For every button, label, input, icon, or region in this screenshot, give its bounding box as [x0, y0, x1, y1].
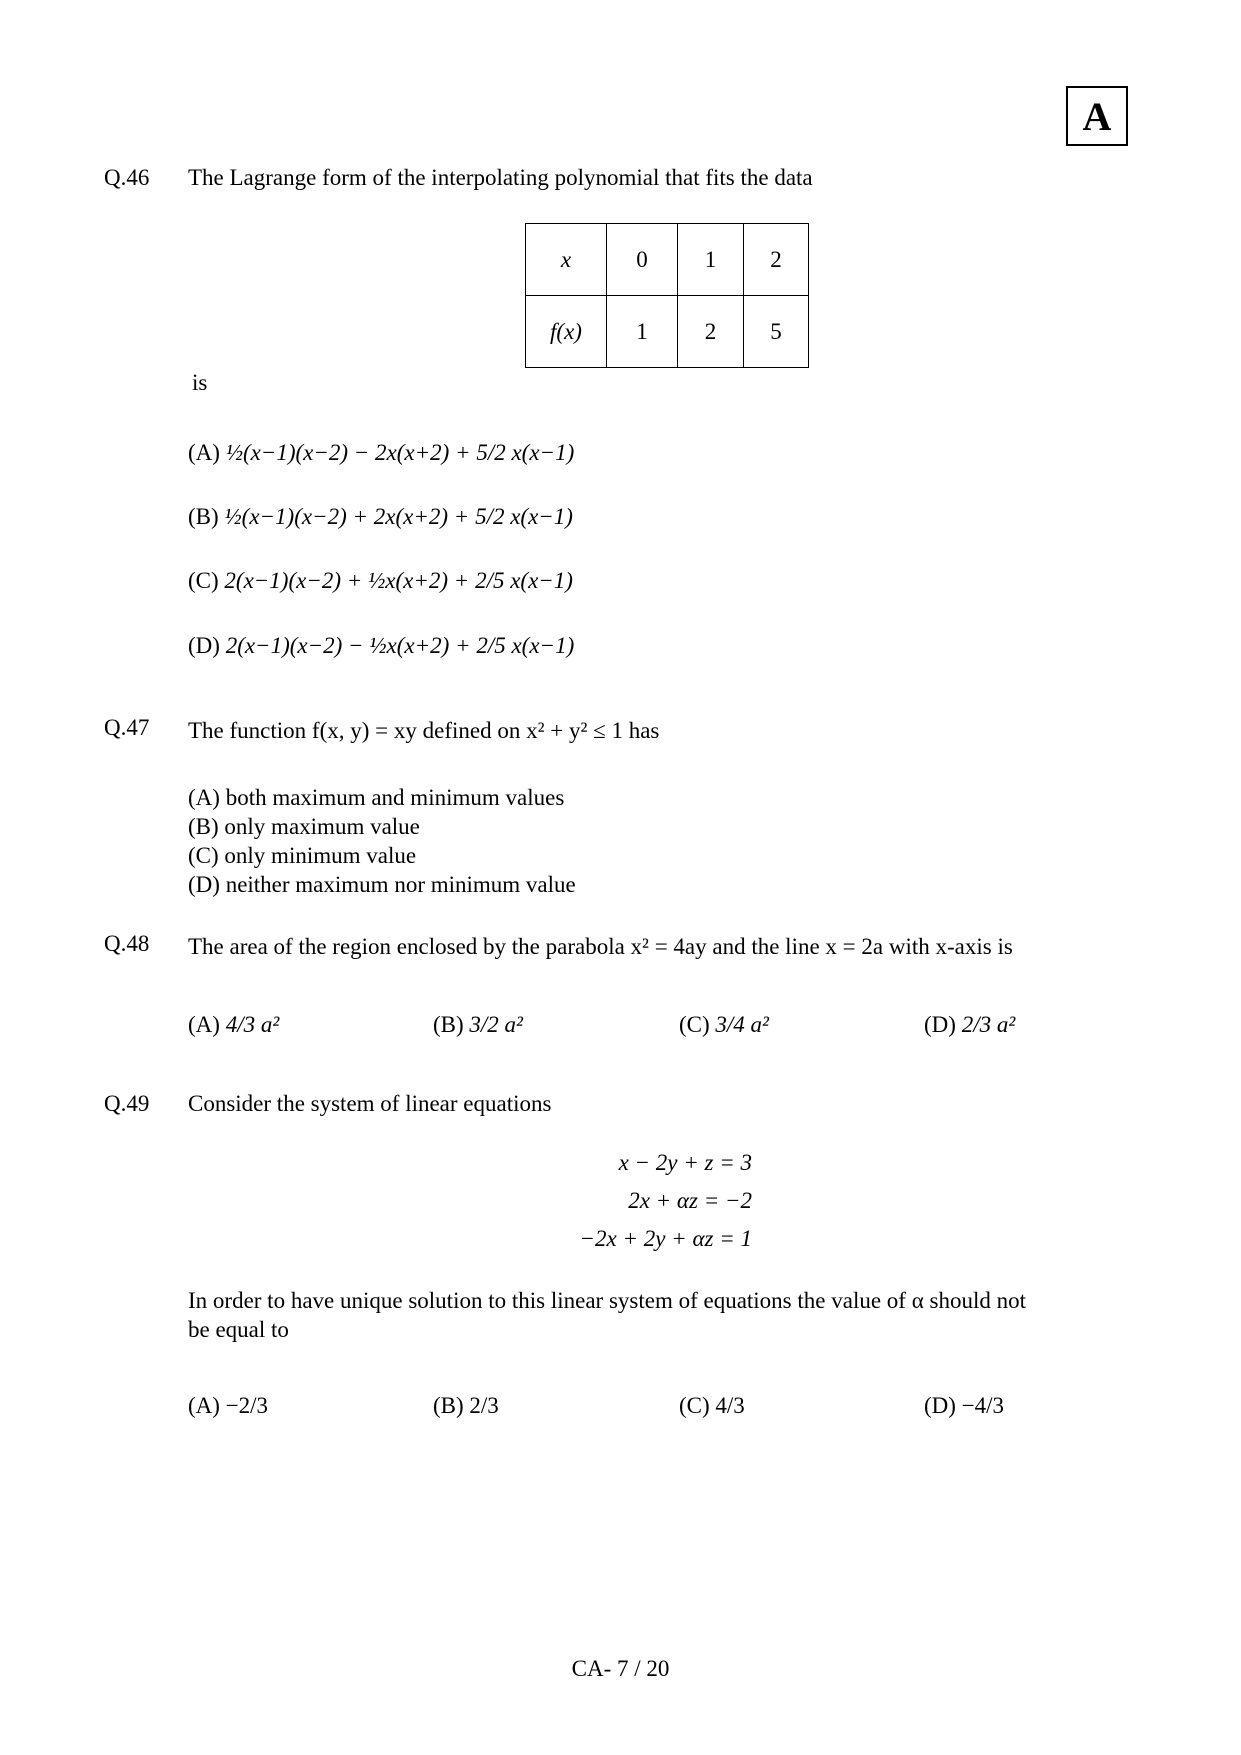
table-row [526, 224, 809, 296]
equation-2: 2x + αz = −2 [628, 1188, 752, 1213]
table-cell: 1 [607, 296, 678, 368]
question-number: Q.46 [104, 165, 150, 190]
option-b[interactable] [433, 1393, 499, 1419]
option-label: (A) [188, 1393, 220, 1418]
option-text: 4/3 a² [225, 1012, 280, 1037]
option-label: (D) [188, 872, 220, 897]
table-row [526, 296, 809, 368]
table-cell: 1 [678, 224, 744, 296]
option-b[interactable] [433, 1012, 523, 1038]
option-label: (D) [924, 1393, 956, 1418]
option-d[interactable] [924, 1012, 1015, 1038]
table-cell: 0 [607, 224, 678, 296]
option-text: ½(x−1)(x−2) + 2x(x+2) + 5/2 x(x−1) [224, 504, 573, 529]
option-text: 2(x−1)(x−2) + ½x(x+2) + 2/5 x(x−1) [224, 568, 573, 593]
table-cell: x [526, 224, 607, 296]
question-number: Q.47 [104, 715, 150, 740]
option-label: (C) [679, 1393, 710, 1418]
option-c[interactable] [679, 1393, 745, 1419]
option-a[interactable] [188, 1012, 279, 1038]
option-d[interactable] [188, 633, 574, 659]
question-stem-continued: In order to have unique solution to this linear system of equations the value of α should not [188, 1288, 1026, 1313]
option-label: (B) [433, 1012, 464, 1037]
question-trailer: is [192, 370, 208, 395]
option-text: 2/3 [469, 1393, 499, 1418]
page-footer: CA- 7 / 20 [571, 1656, 670, 1681]
option-text: 2(x−1)(x−2) − ½x(x+2) + 2/5 x(x−1) [225, 633, 575, 658]
option-label: (A) [188, 1012, 220, 1037]
option-text: both maximum and minimum values [225, 785, 565, 810]
question-stem: The Lagrange form of the interpolating polynomial that fits the data [188, 165, 813, 190]
option-label: (C) [188, 843, 219, 868]
option-c[interactable] [188, 568, 573, 594]
question-stem: The area of the region enclosed by the parabola x² = 4ay and the line x = 2a with x-axis is [188, 934, 1013, 959]
equation-1: x − 2y + z = 3 [618, 1150, 752, 1175]
question-stem: The function f(x, y) = xy defined on x² + y² ≤ 1 has [188, 718, 660, 743]
option-label: (A) [188, 785, 220, 810]
option-text: 4/3 [715, 1393, 745, 1418]
option-a[interactable] [188, 440, 574, 466]
option-label: (A) [188, 440, 220, 465]
option-a[interactable] [188, 785, 564, 811]
interpolation-data-table [525, 223, 809, 368]
question-number: Q.49 [104, 1091, 150, 1116]
option-c[interactable] [188, 843, 416, 869]
question-number: Q.48 [104, 931, 150, 956]
option-d[interactable] [924, 1393, 1004, 1419]
option-b[interactable] [188, 504, 573, 530]
equation-3: −2x + 2y + αz = 1 [579, 1226, 752, 1251]
option-a[interactable] [188, 1393, 268, 1419]
question-stem: Consider the system of linear equations [188, 1091, 552, 1116]
option-text: 3/4 a² [715, 1012, 769, 1037]
option-text: only maximum value [224, 814, 420, 839]
option-label: (B) [433, 1393, 464, 1418]
option-text: only minimum value [224, 843, 417, 868]
option-label: (B) [188, 504, 219, 529]
question-stem-continued: be equal to [188, 1317, 289, 1342]
booklet-code-box [1066, 86, 1128, 146]
booklet-code: A [1082, 93, 1112, 139]
table-cell: f(x) [526, 296, 607, 368]
option-d[interactable] [188, 872, 576, 898]
table-cell: 2 [678, 296, 744, 368]
option-label: (C) [188, 568, 219, 593]
option-text: −4/3 [961, 1393, 1005, 1418]
option-text: ½(x−1)(x−2) − 2x(x+2) + 5/2 x(x−1) [225, 440, 575, 465]
option-b[interactable] [188, 814, 420, 840]
option-label: (C) [679, 1012, 710, 1037]
table-cell: 5 [744, 296, 809, 368]
option-label: (D) [924, 1012, 956, 1037]
option-label: (D) [188, 633, 220, 658]
option-text: 2/3 a² [961, 1012, 1016, 1037]
option-text: neither maximum nor minimum value [225, 872, 576, 897]
option-text: −2/3 [225, 1393, 269, 1418]
option-c[interactable] [679, 1012, 769, 1038]
option-text: 3/2 a² [469, 1012, 523, 1037]
table-cell: 2 [744, 224, 809, 296]
option-label: (B) [188, 814, 219, 839]
